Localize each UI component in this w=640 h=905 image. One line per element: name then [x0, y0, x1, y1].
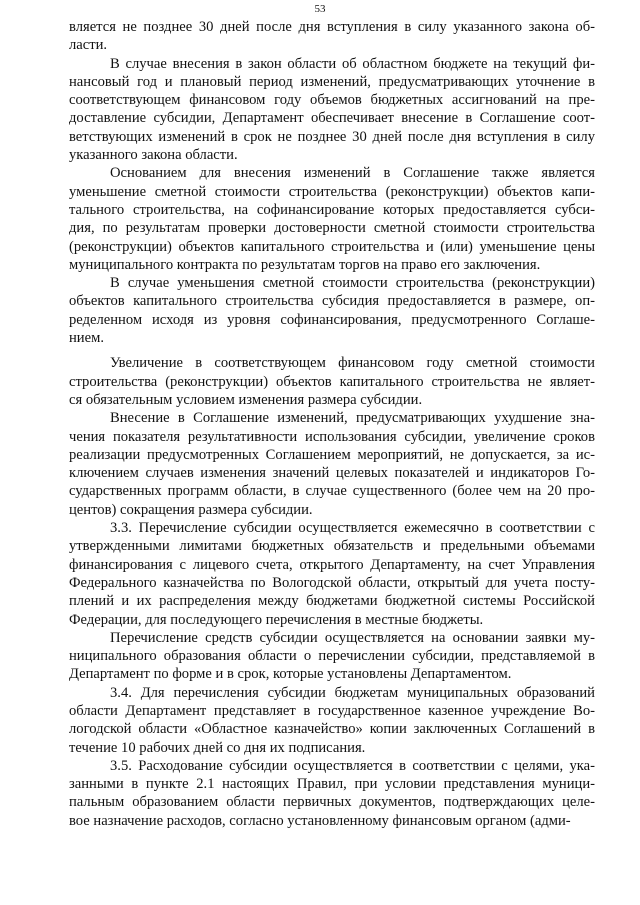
text-line: нансовый год и плановый период изменений, предусматривающих уточнение в	[69, 73, 595, 90]
text-line: строительства (реконструкции) объектов капитального строительства не являет-	[69, 373, 595, 390]
text-line: ключением случаев изменения значений целевых показателей и индикаторов Го-	[69, 465, 595, 482]
text-line: Департамент по форме и в срок, которые установлены Департаментом.	[69, 666, 512, 683]
text-line: указанного закона области.	[69, 147, 238, 164]
text-line: вое назначение расходов, согласно установленному финансовым органом (адми-	[69, 812, 571, 829]
text-line: Перечисление средств субсидии осуществляется на основании заявки му-	[110, 629, 595, 646]
text-line: 3.3. Перечисление субсидии осуществляется ежемесячно в соответствии с	[110, 520, 595, 537]
paragraph	[69, 274, 595, 347]
text-line: В случае внесения в закон области об областном бюджете на текущий фи-	[110, 55, 595, 72]
text-line: уменьшение сметной стоимости строительства (реконструкции) объектов капи-	[69, 183, 595, 200]
paragraph	[69, 55, 595, 165]
text-line: финансирования с лицевого счета, открытого Департаменту, на счет Управления	[69, 556, 595, 573]
text-line: Увеличение в соответствующем финансовом году сметной стоимости	[110, 355, 595, 372]
text-line: Федерального казначейства по Вологодской области, открытый для учета посту-	[69, 574, 595, 591]
text-line: логодской области «Областное казначейство» копии заключенных Соглашений в	[69, 721, 595, 738]
text-line: центов) сокращения размера субсидии.	[69, 501, 313, 518]
paragraph	[69, 629, 595, 684]
text-line: муниципального контракта по результатам торгов на право его заключения.	[69, 256, 541, 273]
text-line: Основанием для внесения изменений в Соглашение также является	[110, 165, 595, 182]
text-line: ветствующих изменений в срок не позднее 30 дней после дня вступления в силу	[69, 128, 595, 145]
text-line: нием.	[69, 330, 104, 347]
text-line: реализации предусмотренных Соглашением мероприятий, не допускается, за ис-	[69, 446, 595, 463]
paragraph	[69, 18, 595, 55]
text-line: плений и их распределения между бюджетами бюджетной системы Российской	[69, 593, 595, 610]
text-line: ся обязательным условием изменения размера субсидии.	[69, 391, 423, 408]
paragraph	[69, 519, 595, 629]
text-line: пальным образованием области первичных документов, подтверждающих целе-	[69, 794, 595, 811]
text-line: дия, по результатам проверки достоверности сметной стоимости строительства	[69, 220, 595, 237]
text-line: В случае уменьшения сметной стоимости строительства (реконструкции)	[110, 275, 595, 292]
paragraph	[69, 684, 595, 757]
text-line: вляется не позднее 30 дней после дня вступления в силу указанного закона об-	[69, 19, 595, 35]
text-line: утвержденными лимитами бюджетных обязательств и предельными объемами	[69, 538, 595, 555]
text-line: 3.5. Расходование субсидии осуществляется в соответствии с целями, ука-	[110, 757, 595, 774]
paragraph	[69, 409, 595, 519]
text-line: течение 10 рабочих дней со дня их подписания.	[69, 739, 366, 756]
text-line: ниципального образования области о перечислении субсидии, представляемой в	[69, 648, 595, 665]
text-line: занными в пункте 2.1 настоящих Правил, при условии представления муници-	[69, 776, 595, 793]
text-line: 3.4. Для перечисления субсидии бюджетам муниципальных образований	[110, 684, 595, 701]
text-line: Федерации, для последующего перечисления в местные бюджеты.	[69, 611, 484, 628]
paragraph	[69, 757, 595, 830]
body-text	[69, 18, 595, 830]
page-number: 53	[314, 3, 326, 15]
text-line: Внесение в Соглашение изменений, предусматривающих ухудшение зна-	[110, 410, 595, 427]
text-line: сударственных программ области, в случае существенного (более чем на 20 про-	[69, 483, 595, 500]
text-line: чения показателя результативности использования субсидии, увеличение сроков	[69, 428, 595, 445]
text-line: области Департамент представляет в государственное казенное учреждение Во-	[69, 702, 595, 719]
text-line: ределенном исходя из уровня софинансирования, предусмотренного Соглаше-	[69, 311, 595, 328]
text-line: тального строительства, на софинансирование которых предоставляется субси-	[69, 201, 595, 218]
text-line: соответствующем финансовом году объемов бюджетных ассигнований на пре-	[69, 92, 595, 109]
text-line: ласти.	[69, 37, 108, 54]
paragraph	[69, 354, 595, 409]
text-line: объектов капитального строительства субсидия предоставляется в размере, оп-	[69, 293, 595, 310]
paragraph-gap	[69, 347, 595, 354]
text-line: доставление субсидии, Департамент обеспечивает внесение в Соглашение соот-	[69, 110, 595, 127]
text-line: (реконструкции) объектов капитального строительства и (или) уменьшение цены	[69, 238, 595, 255]
paragraph	[69, 164, 595, 274]
